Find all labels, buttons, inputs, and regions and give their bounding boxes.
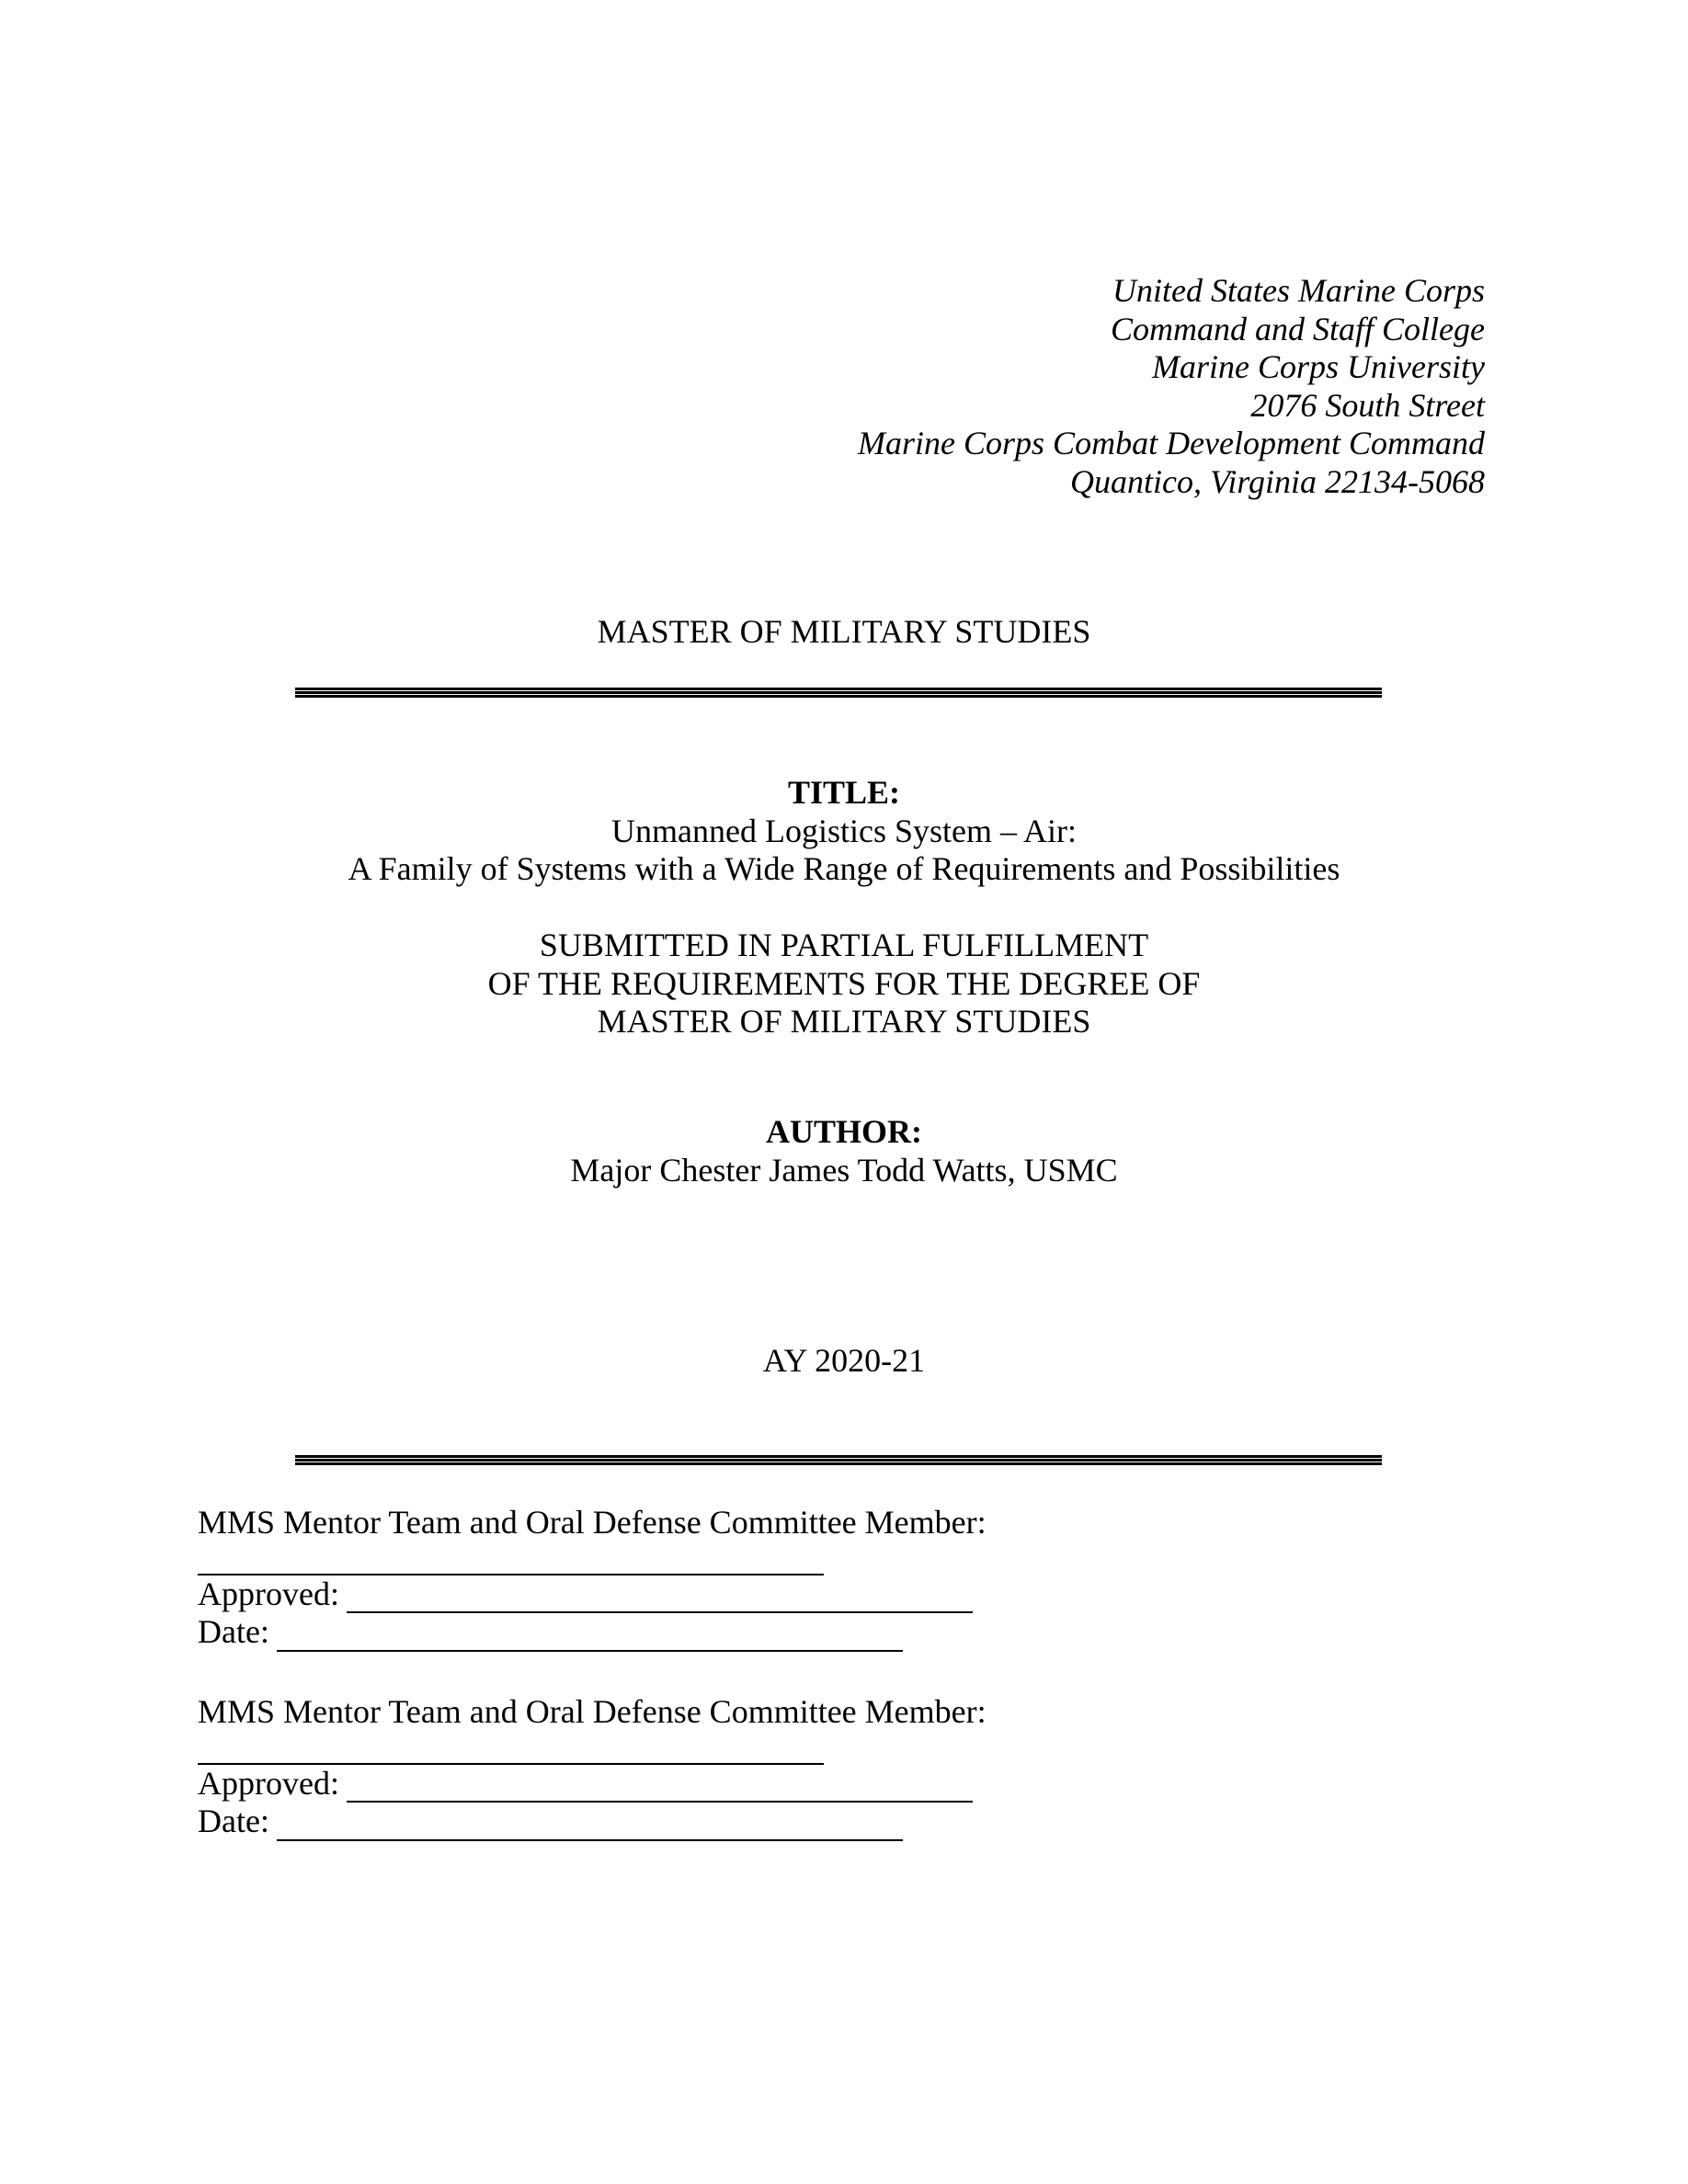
address-block: [657, 272, 1485, 501]
academic-year: [0, 1342, 1688, 1381]
signature-line[interactable]: [198, 1732, 824, 1765]
signature-line[interactable]: [198, 1542, 824, 1575]
date-line[interactable]: [277, 1810, 903, 1841]
address-line: Command and Staff College: [1111, 310, 1485, 347]
author-name: Major Chester James Todd Watts, USMC: [570, 1151, 1118, 1189]
title-line-1: Unmanned Logistics System – Air:: [611, 812, 1077, 849]
date-label: Date:: [198, 1803, 269, 1839]
title-block: [0, 774, 1688, 889]
committee-label: MMS Mentor Team and Oral Defense Committee Member:: [198, 1504, 987, 1541]
approved-label: Approved:: [198, 1764, 339, 1802]
academic-year-text: AY 2020-21: [762, 1342, 926, 1379]
date-line[interactable]: [277, 1621, 903, 1652]
title-label: TITLE:: [787, 774, 901, 811]
committee-label: MMS Mentor Team and Oral Defense Committee Member:: [198, 1693, 987, 1730]
top-divider: [295, 688, 1382, 698]
degree-heading-text: MASTER OF MILITARY STUDIES: [597, 613, 1091, 650]
approved-line[interactable]: [347, 1771, 973, 1803]
date-label: Date:: [198, 1613, 269, 1650]
submitted-line: SUBMITTED IN PARTIAL FULFILLMENT: [539, 927, 1149, 963]
address-line: Marine Corps Combat Development Command: [858, 425, 1485, 461]
approved-line[interactable]: [347, 1582, 973, 1613]
bottom-divider: [295, 1455, 1382, 1465]
title-line-2: A Family of Systems with a Wide Range of Requirements and Possibilities: [348, 850, 1340, 887]
address-line: United States Marine Corps: [1112, 272, 1485, 309]
address-line: Quantico, Virginia 22134-5068: [1070, 462, 1485, 500]
author-block: [0, 1113, 1688, 1189]
submitted-line: MASTER OF MILITARY STUDIES: [597, 1003, 1091, 1040]
signature-block-2: [198, 1693, 987, 1841]
author-label: AUTHOR:: [766, 1113, 922, 1150]
submitted-line: OF THE REQUIREMENTS FOR THE DEGREE OF: [487, 964, 1201, 1002]
address-line: Marine Corps University: [1152, 348, 1485, 385]
signature-block-1: [198, 1504, 987, 1652]
address-line: 2076 South Street: [1250, 386, 1485, 424]
submitted-block: [0, 927, 1688, 1041]
degree-heading: [0, 613, 1688, 652]
approved-label: Approved:: [198, 1575, 339, 1612]
